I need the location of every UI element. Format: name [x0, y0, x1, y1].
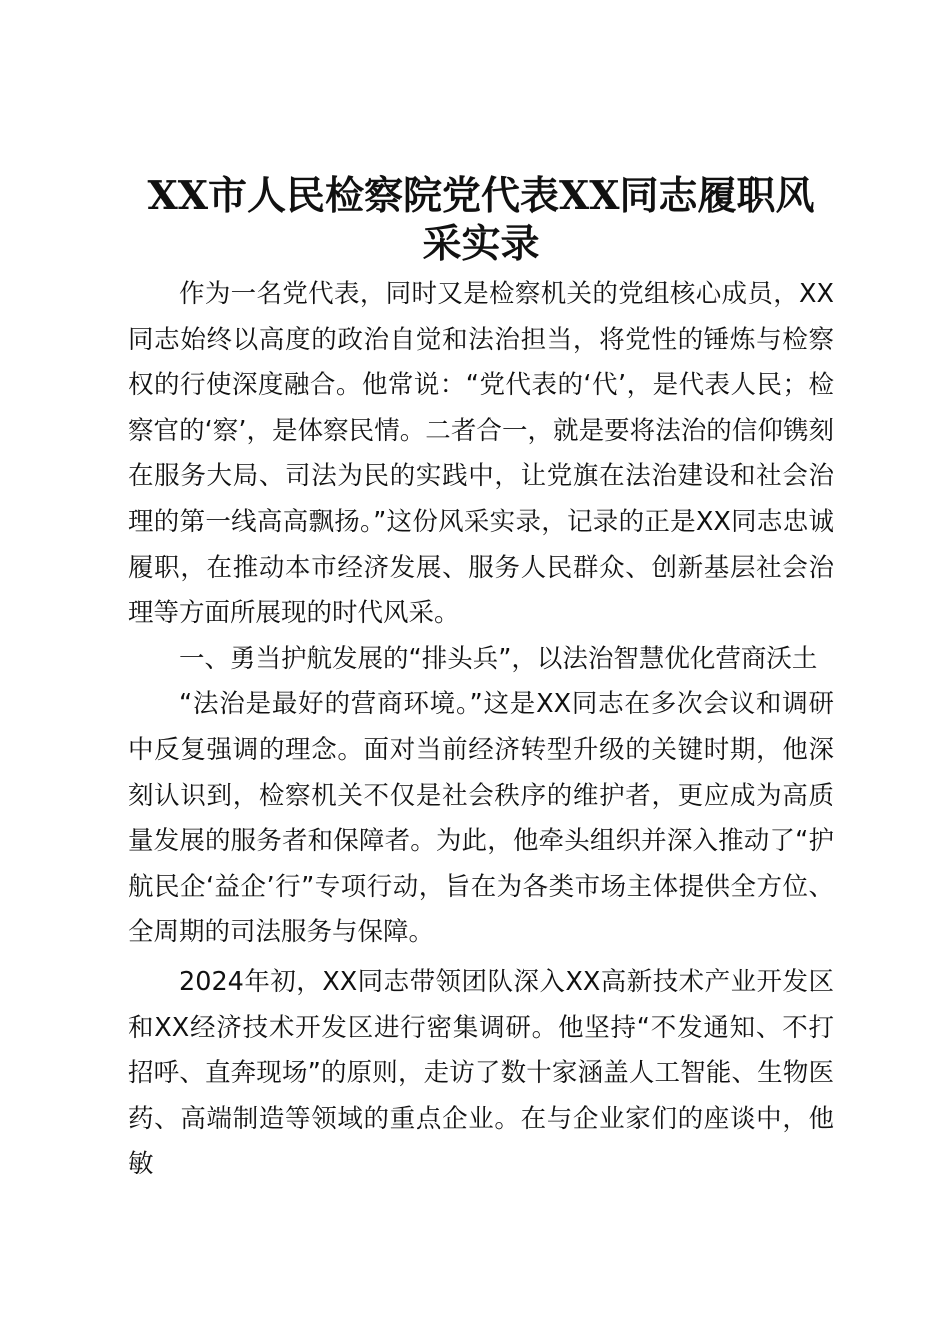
- intro-paragraph: 作为一名党代表，同时又是检察机关的党组核心成员，XX同志始终以高度的政治自觉和法治担当，将党性的锤炼与检察权的行使深度融合。他常说：“党代表的‘代’，是代表人民；检察官的‘察’，是体察民情。二者合一，就是要将法治的信仰镌刻在服务大局、司法为民的实践中，让党旗在法治建设和社会治理的第一线高高飘扬。”这份风采实录，记录的正是XX同志忠诚履职，在推动本市经济发展、服务人民群众、创新基层社会治理等方面所展现的时代风采。: [128, 279, 834, 629]
- section-paragraph: “法治是最好的营商环境。”这是XX同志在多次会议和调研中反复强调的理念。面对当前经济转型升级的关键时期，他深刻认识到，检察机关不仅是社会秩序的维护者，更应成为高质量发展的服务者和保障者。为此，他牵头组织并深入推动了“护航民企‘益企’行”专项行动，旨在为各类市场主体提供全方位、全周期的司法服务与保障。: [128, 689, 834, 948]
- section-paragraph: 2024年初，XX同志带领团队深入XX高新技术产业开发区和XX经济技术开发区进行密集调研。他坚持“不发通知、不打招呼、直奔现场”的原则，走访了数十家涵盖人工智能、生物医药、高端制造等领域的重点企业。在与企业家们的座谈中，他敏: [128, 966, 834, 1180]
- section-heading: 一、勇当护航发展的“排头兵”，以法治智慧优化营商沃土: [179, 643, 818, 674]
- document-body: [128, 172, 834, 1188]
- document-title: XX市人民检察院党代表XX同志履职风采实录: [147, 173, 815, 267]
